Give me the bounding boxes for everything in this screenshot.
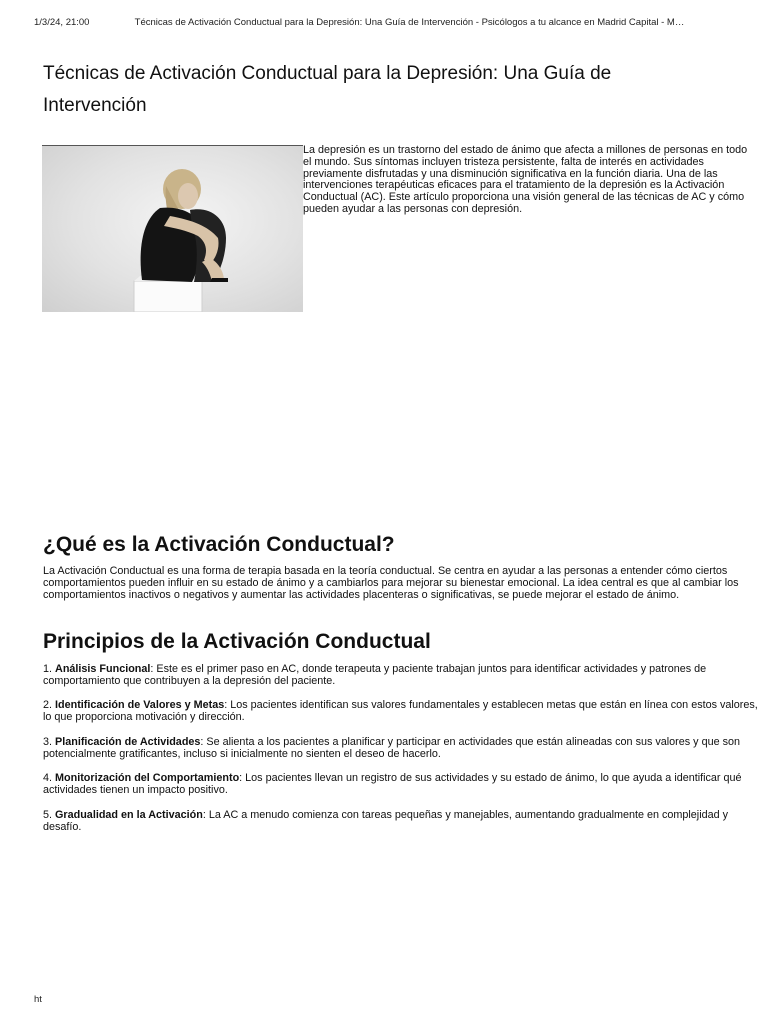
article-title: Técnicas de Activación Conductual para la Depresión: Una Guía de Intervención <box>43 63 612 116</box>
principle-number: 4. <box>43 772 53 784</box>
print-header <box>34 17 748 28</box>
principle-item <box>43 663 765 687</box>
principle-text: : Este es el primer paso en AC, donde terapeuta y paciente trabajan juntos para identificar actividades y patrones de comportamiento que contribuyen a la depresión del paciente. <box>43 663 707 688</box>
hero-image-woman-sitting <box>42 145 303 312</box>
what-is-paragraph: La Activación Conductual es una forma de terapia basada en la teoría conductual. Se centra en ayudar a las personas a entender cómo ciertos comportamientos pueden influir en su estado de ánimo y a cambiarlos para mejorar su bienestar emocional. La idea central es que al cambiar los comportamientos inactivos o negativos y aumentar las actividades placenteras o significativas, se puede mejorar el estado de ánimo. <box>43 565 739 602</box>
principle-item <box>43 736 765 760</box>
principle-text: : Se alienta a los pacientes a planificar y participar en actividades que están alineadas con sus valores y que son potencialmente gratificantes, incluso si inicialmente no sienten el deseo de hacerlo. <box>43 736 740 761</box>
principle-text: : Los pacientes llevan un registro de sus actividades y su estado de ánimo, lo que ayuda a identificar qué actividades tienen un impacto positivo. <box>43 772 742 797</box>
print-doc-title: Técnicas de Activación Conductual para la Depresión: Una Guía de Intervención - Psicólogos a tu alcance en Madrid Capital - M… <box>134 17 685 28</box>
principle-item <box>43 809 765 833</box>
principle-term: Gradualidad en la Activación <box>55 809 203 821</box>
section-heading-what-is: ¿Qué es la Activación Conductual? <box>43 533 395 556</box>
principle-text: : La AC a menudo comienza con tareas pequeñas y manejables, aumentando gradualmente en complejidad y desafío. <box>43 809 729 834</box>
principle-item <box>43 699 765 723</box>
principle-term: Monitorización del Comportamiento <box>55 772 240 784</box>
principle-term: Identificación de Valores y Metas <box>55 699 225 711</box>
principle-term: Análisis Funcional <box>55 663 151 675</box>
principle-number: 3. <box>43 736 53 748</box>
principle-term: Planificación de Actividades <box>55 736 201 748</box>
principle-number: 2. <box>43 699 53 711</box>
print-footer-url: ht <box>34 994 42 1005</box>
woman-sitting-illustration <box>42 146 303 312</box>
principle-number: 5. <box>43 809 53 821</box>
section-heading-principles: Principios de la Activación Conductual <box>43 630 431 653</box>
print-date: 1/3/24, 21:00 <box>34 17 90 28</box>
principle-number: 1. <box>43 663 53 675</box>
principle-item <box>43 772 765 796</box>
principle-text: : Los pacientes identifican sus valores fundamentales y establecen metas que están en línea con estos valores, lo que proporciona motivación y dirección. <box>43 699 758 724</box>
intro-paragraph: La depresión es un trastorno del estado de ánimo que afecta a millones de personas en todo el mundo. Sus síntomas incluyen tristeza persistente, falta de interés en actividades previamente disfrutadas y una disminución significativa en la función diaria. Una de las intervenciones terapéuticas eficaces para el tratamiento de la depresión es la Activación Conductual (AC). Este artículo proporciona una visión general de las técnicas de AC y cómo pueden ayudar a las personas con depresión. <box>303 144 748 215</box>
